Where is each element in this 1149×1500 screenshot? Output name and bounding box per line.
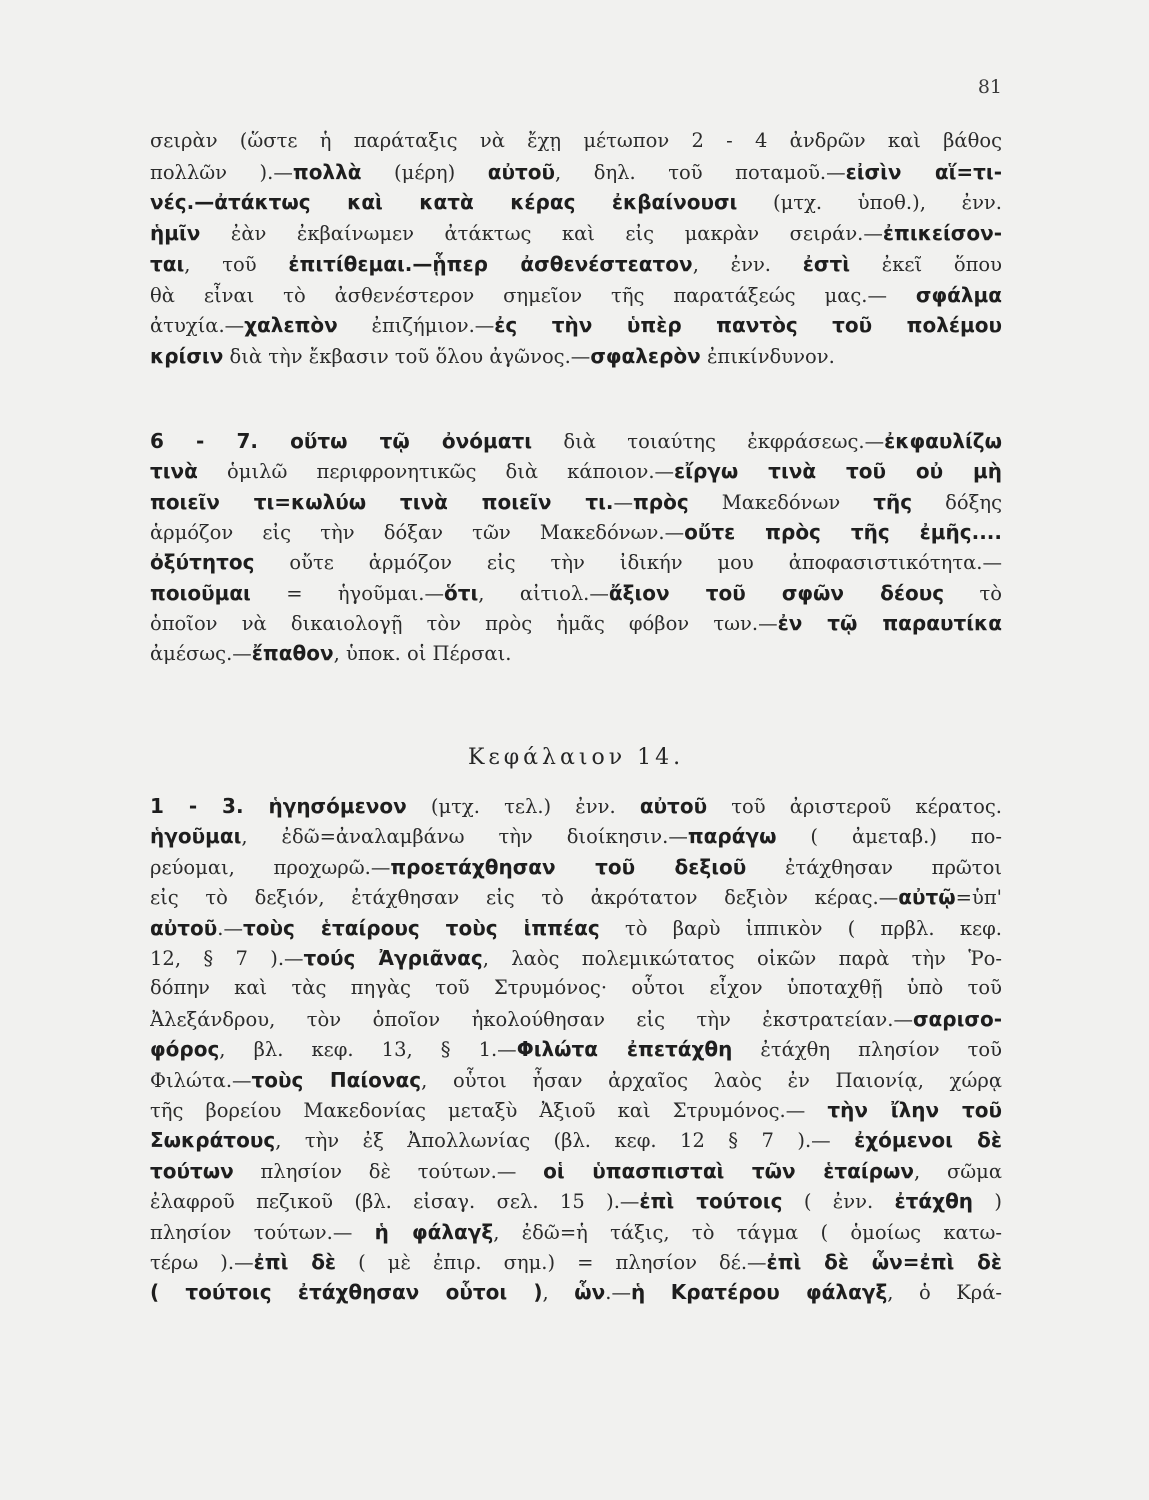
bold-term: προετάχθησαν τοῦ δεξιοῦ xyxy=(390,854,747,879)
bold-term: αὐτοῦ xyxy=(487,159,555,184)
text-run: , ἐδῶ=ἡ τάξις, τὸ τάγμα ( ὁμοίως κατω- xyxy=(493,1220,1002,1244)
text-run: τέρω ).— xyxy=(150,1251,254,1274)
text-line xyxy=(150,578,1002,608)
text-run: ) xyxy=(973,1190,1002,1214)
text-run: , αἰτιολ.— xyxy=(478,581,609,605)
bold-term: ἡμῖν xyxy=(150,221,201,246)
text-run: , οὗτοι ἦσαν ἀρχαῖος λαὸς ἐν Παιονίᾳ, χώρᾳ xyxy=(421,1068,1002,1092)
bold-term: 1 - 3. ἡγησόμενον xyxy=(150,794,407,818)
text-run: ἁρμόζον εἰς τὴν δόξαν τῶν Μακεδόνων.— xyxy=(150,520,685,544)
text-run: δόξης xyxy=(912,490,1002,514)
bold-term: εἴργω τινὰ τοῦ οὐ μὴ xyxy=(674,459,1002,484)
text-run: διὰ τοιαύτης ἐκφράσεως.— xyxy=(532,430,885,453)
text-run: ἐτάχθησαν πρῶτοι xyxy=(746,855,1002,879)
text-line xyxy=(150,517,1002,547)
text-run: πλησίον τούτων.— xyxy=(150,1220,375,1244)
bold-term: ἐπὶ τούτοις xyxy=(639,1189,783,1214)
bold-term: ἐπὶ δὲ ὧν=ἐπὶ δὲ xyxy=(766,1250,1002,1274)
text-run: , xyxy=(542,1281,575,1305)
text-run: πολλῶν ).— xyxy=(150,160,293,184)
text-line xyxy=(150,1277,1002,1307)
text-run: ἐὰν ἐκβαίνωμεν ἀτάκτως καὶ εἰς μακρὰν σειράν.— xyxy=(200,222,883,246)
bold-term: ἐπιτίθεμαι.—ᾗπερ ἀσθενέστεατον xyxy=(288,251,693,276)
text-run: ( μὲ ἐπιρ. σημ.) = πλησίον δέ.— xyxy=(336,1251,767,1274)
bold-term: Κρατέρου φάλαγξ xyxy=(670,1280,888,1305)
text-run: , ὁ Κρά- xyxy=(887,1281,1002,1305)
text-run: , λαὸς πολεμικώτατος οἰκῶν παρὰ τὴν Ῥο- xyxy=(482,947,1002,970)
bold-term: οὔτε πρὸς τῆς ἐμῆς.... xyxy=(684,519,1002,544)
text-line xyxy=(150,157,1002,187)
text-run: ( ἐνν. xyxy=(782,1190,895,1214)
bold-term: νές.—ἀτάκτως καὶ κατὰ κέρας ἐκβαίνουσι xyxy=(150,190,738,215)
bold-term: ἐστὶ xyxy=(802,251,850,276)
text-line xyxy=(150,1034,1002,1064)
text-line xyxy=(150,1156,1002,1186)
bold-term: αὐτῷ xyxy=(898,885,956,910)
text-run: .— xyxy=(605,1281,631,1305)
bold-term: τῆς xyxy=(873,489,913,514)
bold-term: ἐκφαυλίζω xyxy=(884,429,1002,453)
text-run: ρεύομαι, προχωρῶ.— xyxy=(150,855,391,879)
bold-term: ὧν xyxy=(574,1280,606,1305)
text-line xyxy=(150,852,1002,882)
text-line xyxy=(150,821,1002,851)
bold-term: ἐν τῷ παραυτίκα xyxy=(777,610,1002,635)
text-line xyxy=(150,1095,1002,1125)
text-run: , ἐδῶ=ἀναλαμβάνω τὴν διοίκησιν.— xyxy=(241,825,688,849)
text-line xyxy=(150,943,1002,973)
text-run: τὸ xyxy=(944,581,1002,605)
bold-term: ποιεῖν τι=κωλύω τινὰ ποιεῖν τι. xyxy=(150,489,614,514)
text-line xyxy=(150,638,1002,668)
bold-term: σφαλερὸν xyxy=(590,343,701,368)
text-run: τὸ βαρὺ ἱππικὸν ( πρβλ. κεφ. xyxy=(599,916,1002,940)
bold-term: τινὰ xyxy=(150,459,198,484)
bold-term: πολλὰ xyxy=(292,159,362,184)
text-run: ὁποῖον νὰ δικαιολογῇ τὸν πρὸς ἡμᾶς φόβον των.— xyxy=(150,611,778,635)
bold-term: 6 - 7. οὕτω τῷ ὀνόματι xyxy=(150,429,533,453)
text-run: εἰς τὸ δεξιόν, ἐτάχθησαν εἰς τὸ ἀκρότατον δεξιὸν κέρας.— xyxy=(150,886,899,910)
bold-term: κρίσιν xyxy=(150,343,224,368)
bold-term: ἡ φάλαγξ xyxy=(374,1219,494,1244)
text-run: σειρὰν (ὥστε ἡ παράταξις νὰ ἔχῃ μέτωπον 2 - 4 ἀνδρῶν καὶ βάθος xyxy=(150,129,1002,152)
bold-term: τούτων xyxy=(150,1158,234,1183)
text-run: τοῦ ἀριστεροῦ κέρατος. xyxy=(707,795,1002,818)
text-run: (μτχ. τελ.) ἐνν. xyxy=(406,795,640,818)
bold-term: τούς Ἀγριᾶνας xyxy=(303,946,483,970)
bold-term: ἐχόμενοι δὲ xyxy=(854,1128,1002,1153)
text-run: =ὑπ' xyxy=(955,886,1002,910)
text-run: ἀμέσως.— xyxy=(150,642,252,666)
text-run: ἀτυχία.— xyxy=(150,314,245,338)
text-line xyxy=(150,1186,1002,1216)
text-line xyxy=(150,341,1002,371)
bold-term: αὐτοῦ xyxy=(150,915,218,940)
text-run: ἐλαφροῦ πεζικοῦ (βλ. εἰσαγ. σελ. 15 ).— xyxy=(150,1190,640,1214)
text-line xyxy=(150,791,1002,821)
text-run: 12, § 7 ).— xyxy=(150,947,304,970)
text-line xyxy=(150,218,1002,248)
bold-term: ἐς τὴν ὑπὲρ παντὸς τοῦ πολέμου xyxy=(494,313,1002,338)
bold-term: τοὺς ἑταίρους τοὺς ἱππέας xyxy=(242,915,600,940)
bold-term: πρὸς xyxy=(632,489,689,514)
bold-term: ἡγοῦμαι xyxy=(150,824,242,849)
bold-term: τὴν ἴλην τοῦ xyxy=(827,1098,1002,1122)
text-run: ( ἀμεταβ.) πο- xyxy=(776,825,1002,849)
text-run: πλησίον δὲ τούτων.— xyxy=(233,1159,544,1183)
text-line xyxy=(150,249,1002,279)
text-run: τῆς βορείου Μακεδονίας μεταξὺ Ἀξιοῦ καὶ Στρυμόνος.— xyxy=(150,1099,828,1122)
text-line xyxy=(150,913,1002,943)
text-line xyxy=(150,487,1002,517)
text-run: , ὑποκ. οἱ Πέρσαι. xyxy=(333,642,512,666)
text-line xyxy=(150,126,1002,156)
text-run: , τοῦ xyxy=(184,252,289,276)
text-line xyxy=(150,1004,1002,1034)
page-number: 81 xyxy=(977,76,1002,98)
text-run: — xyxy=(613,490,633,514)
text-line xyxy=(150,456,1002,486)
bold-term: ἐπὶ δὲ xyxy=(253,1250,337,1274)
bold-term: Σωκράτους xyxy=(150,1128,276,1153)
bold-term: ἔπαθον xyxy=(251,641,334,666)
text-run: , σῶμα xyxy=(913,1159,1002,1183)
text-line xyxy=(150,1125,1002,1155)
text-run: θὰ εἶναι τὸ ἀσθενέστερον σημεῖον τῆς παρατάξεώς μας.— xyxy=(150,283,916,307)
bold-term: ται xyxy=(150,251,185,276)
bold-term: χαλεπὸν xyxy=(244,313,338,338)
text-line xyxy=(150,310,1002,340)
text-run: (μέρη) xyxy=(361,160,488,184)
bold-term: τοὺς Παίονας xyxy=(251,1067,422,1092)
text-line xyxy=(150,1247,1002,1277)
text-run: οὔτε ἁρμόζον εἰς τὴν ἰδικήν μου ἀποφασιστικότητα.— xyxy=(254,551,1002,575)
bold-term: ἐπικείσον- xyxy=(882,221,1002,246)
text-run: Φιλώτα.— xyxy=(150,1068,252,1092)
bold-term: παράγω xyxy=(687,824,777,849)
text-run: ἐκεῖ ὅπου xyxy=(850,252,1002,276)
text-line xyxy=(150,608,1002,638)
bold-term: ὀξύτητος xyxy=(150,550,255,575)
text-run: (μτχ. ὑποθ.), ἐνν. xyxy=(737,191,1002,215)
bold-term: οἱ ὑπασπισταὶ τῶν ἑταίρων xyxy=(543,1158,914,1183)
bold-term: Φιλώτα ἐπετάχθη xyxy=(516,1037,733,1062)
text-run: = ἡγοῦμαι.— xyxy=(250,581,444,605)
bold-term: αὐτοῦ xyxy=(639,794,708,818)
bold-term: ποιοῦμαι xyxy=(150,580,251,605)
text-run xyxy=(645,1281,671,1304)
bold-term: φόρος xyxy=(150,1037,220,1062)
bold-term: σαρισο- xyxy=(912,1006,1002,1031)
bold-term: εἰσὶν αἵ=τι- xyxy=(845,159,1002,184)
bold-term: σφάλμα xyxy=(915,282,1002,307)
bold-term: ( τούτοις ἐτάχθησαν οὗτοι ) xyxy=(150,1280,543,1305)
text-run: , τὴν ἐξ Ἀπολλωνίας (βλ. κεφ. 12 § 7 ).— xyxy=(275,1129,855,1153)
text-line xyxy=(150,426,1002,456)
bold-term: ἡ xyxy=(630,1280,646,1305)
bold-term: ὅτι xyxy=(444,580,479,605)
text-run: ὁμιλῶ περιφρονητικῶς διὰ κάποιον.— xyxy=(197,460,675,484)
text-run: Ἀλεξάνδρου, τὸν ὁποῖον ἠκολούθησαν εἰς τὴν ἐκστρατείαν.— xyxy=(150,1007,913,1031)
text-run: διὰ τὴν ἔκβασιν τοῦ ὅλου ἀγῶνος.— xyxy=(223,344,591,368)
text-line xyxy=(150,1065,1002,1095)
chapter-heading: Κεφάλαιον 14. xyxy=(467,745,685,770)
text-run: ἐτάχθη πλησίον τοῦ xyxy=(732,1038,1002,1062)
text-run: δόπην καὶ τὰς πηγὰς τοῦ Στρυμόνος· οὗτοι εἶχον ὑποταχθῇ ὑπὸ τοῦ xyxy=(150,976,1002,1000)
text-line xyxy=(150,882,1002,912)
bold-term: ἐτάχθη xyxy=(894,1189,974,1214)
text-line xyxy=(150,187,1002,217)
text-run: ἐπικίνδυνον. xyxy=(700,344,835,368)
text-run: , δηλ. τοῦ ποταμοῦ.— xyxy=(554,160,846,184)
text-run: , ἐνν. xyxy=(692,252,803,276)
text-run: , βλ. κεφ. 13, § 1.— xyxy=(219,1038,517,1062)
text-line xyxy=(150,280,1002,310)
text-line xyxy=(150,973,1002,1003)
text-run: .— xyxy=(217,916,243,940)
text-run: ἐπιζήμιον.— xyxy=(337,314,495,338)
text-run: Μακεδόνων xyxy=(688,490,874,514)
text-line xyxy=(150,1217,1002,1247)
text-line xyxy=(150,547,1002,577)
bold-term: ἄξιον τοῦ σφῶν δέους xyxy=(608,580,945,605)
